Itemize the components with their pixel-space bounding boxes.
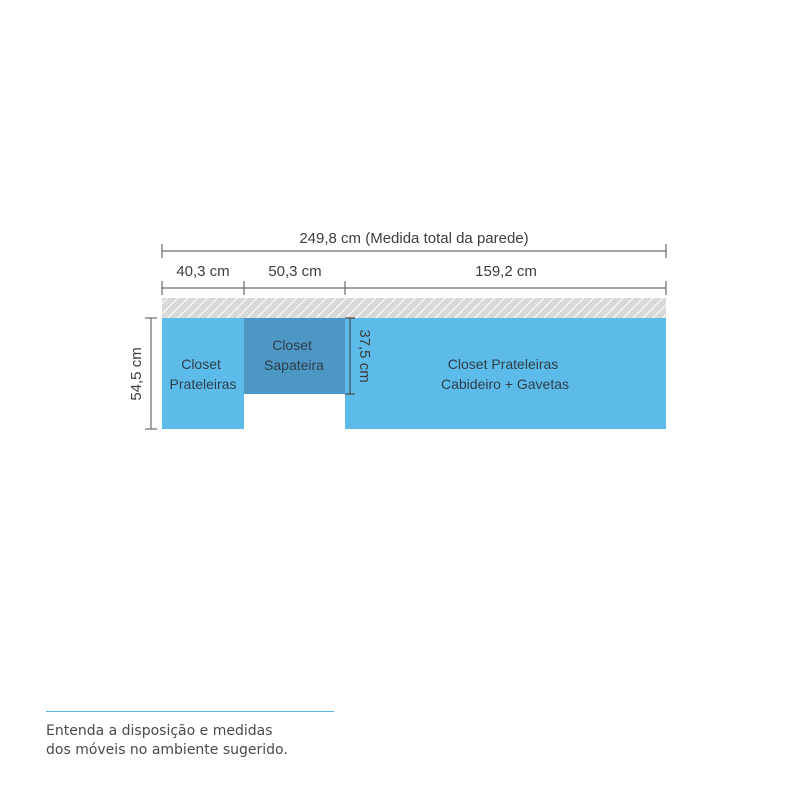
box-label-line: Closet Prateleiras: [447, 356, 559, 372]
box-label-line: Prateleiras: [169, 376, 237, 392]
box-label-line: Sapateira: [264, 357, 324, 373]
box-label-line: Closet: [272, 337, 312, 353]
closet-prateleiras-box: [162, 318, 244, 429]
caption-divider: [46, 711, 334, 712]
height-dimension: [145, 318, 157, 429]
segment-width-dimensions: [162, 281, 666, 295]
segment-width-label: 159,2 cm: [475, 263, 537, 280]
segment-width-label: 50,3 cm: [268, 263, 322, 280]
closet-sapateira-box: [244, 318, 345, 394]
closet-prateleiras-cabideiro-box: [345, 318, 666, 429]
caption: [46, 722, 406, 760]
box-label-line: Closet: [181, 356, 221, 372]
caption-line: dos móveis no ambiente sugerido.: [46, 742, 288, 758]
wall-hatch: [162, 298, 666, 318]
height-label: 54,5 cm: [128, 347, 145, 401]
segment-width-label: 40,3 cm: [176, 263, 230, 280]
caption-line: Entenda a disposição e medidas: [46, 723, 273, 739]
sapateira-height-label: 37,5 cm: [356, 329, 373, 383]
total-width-label: 249,8 cm (Medida total da parede): [299, 230, 529, 247]
box-label-line: Cabideiro + Gavetas: [440, 376, 570, 392]
